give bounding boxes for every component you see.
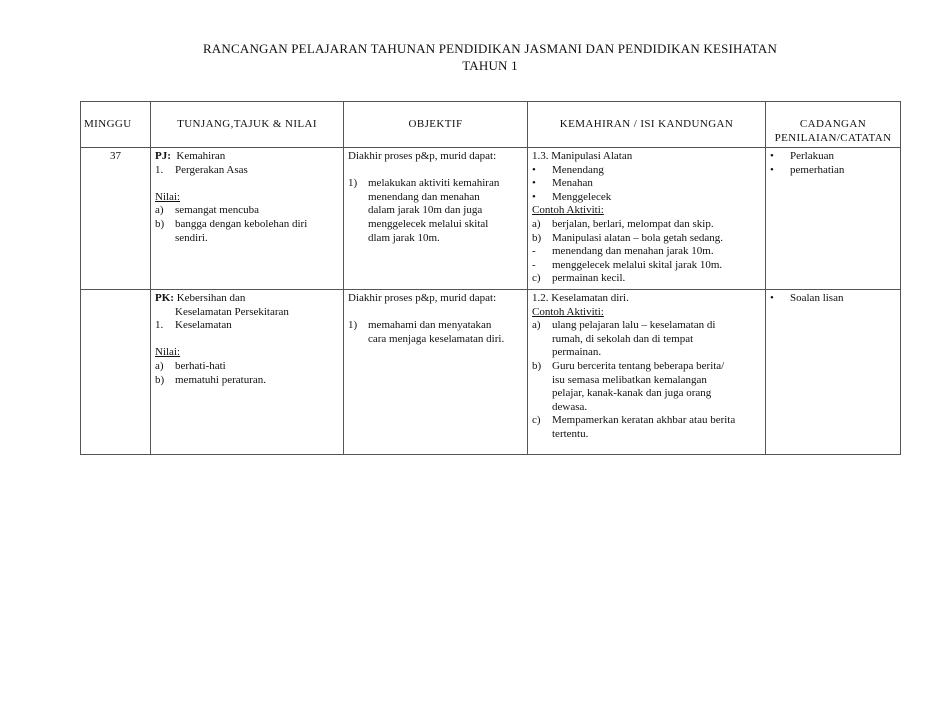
nilai-label: Nilai: (155, 346, 181, 359)
kemahiran-cell: 1.3. Manipulasi Alatan • Menendang • Menahan • Menggelecek Contoh Aktiviti: a) berjalan, berlari, melompat dan skip. b) Manipulasi alatan – bola getah sedang. - menendang dan menahan jarak 10m. - menggelecek melalui skital jarak 10m. c) permainan kecil. (528, 148, 766, 290)
cadangan-cell: • Soalan lisan (766, 290, 901, 455)
document-title (80, 40, 900, 74)
contoh-label: Contoh Aktiviti: (532, 305, 604, 318)
header-objektif: OBJEKTIF (344, 102, 528, 148)
table-row (81, 148, 901, 290)
cadangan-cell: • Perlakuan • pemerhatian (766, 148, 901, 290)
table-row (81, 290, 901, 455)
header-kemahiran: KEMAHIRAN / ISI KANDUNGAN (528, 102, 766, 148)
header-tunjang: TUNJANG,TAJUK & NILAI (151, 102, 344, 148)
header-cadangan: CADANGAN PENILAIAN/CATATAN (766, 102, 901, 148)
title-line-1: RANCANGAN PELAJARAN TAHUNAN PENDIDIKAN JASMANI DAN PENDIDIKAN KESIHATAN (202, 41, 778, 56)
objektif-cell: Diakhir proses p&p, murid dapat: 1) memahami dan menyatakan cara menjaga keselamatan diri. (344, 290, 528, 455)
tunjang-cell: PK: Kebersihan dan Keselamatan Persekitaran 1. Keselamatan Nilai: a) berhati-hati b) mematuhi peraturan. (151, 290, 344, 455)
header-minggu: MINGGU (81, 102, 151, 148)
kemahiran-cell: 1.2. Keselamatan diri. Contoh Aktiviti: a) ulang pelajaran lalu – keselamatan di rumah, di sekolah dan di tempat permainan. b) Guru bercerita tentang beberapa berita/ isu semasa melibatkan kemalangan pelajar, kanak-kanak dan juga orang dewasa. c) Mempamerkan keratan akhbar atau berita tertentu. (528, 290, 766, 455)
objektif-cell: Diakhir proses p&p, murid dapat: 1) melakukan aktiviti kemahiran menendang dan menahan dalam jarak 10m dan juga menggelecek melalui skital dlam jarak 10m. (344, 148, 528, 290)
lesson-plan-table (80, 101, 901, 455)
tunjang-cell: PJ: Kemahiran 1. Pergerakan Asas Nilai: a) semangat mencuba b) bangga dengan kebolehan diri sendiri. (151, 148, 344, 290)
week-cell: 37 (81, 148, 151, 290)
week-cell (81, 290, 151, 455)
contoh-label: Contoh Aktiviti: (532, 204, 604, 217)
table-header-row (81, 102, 901, 148)
title-line-2: TAHUN 1 (462, 58, 518, 73)
nilai-label: Nilai: (155, 190, 181, 203)
